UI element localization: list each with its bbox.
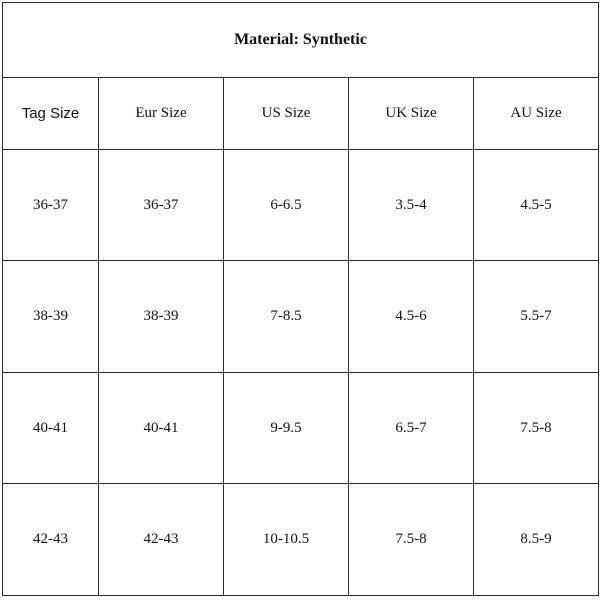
- cell-eur-size: 42-43: [99, 484, 224, 596]
- cell-au-size: 5.5-7: [474, 261, 599, 373]
- size-chart-table: [2, 2, 599, 596]
- cell-eur-size: 36-37: [99, 149, 224, 261]
- cell-uk-size: 4.5-6: [349, 261, 474, 373]
- cell-us-size: 7-8.5: [224, 261, 349, 373]
- header-tag-size: Tag Size: [3, 78, 99, 149]
- cell-tag-size: 42-43: [3, 484, 99, 596]
- cell-au-size: 4.5-5: [474, 149, 599, 261]
- cell-eur-size: 38-39: [99, 261, 224, 373]
- header-eur-size: Eur Size: [99, 78, 224, 149]
- table-row: [3, 149, 599, 261]
- table-row: [3, 484, 599, 596]
- header-au-size: AU Size: [474, 78, 599, 149]
- cell-us-size: 6-6.5: [224, 149, 349, 261]
- header-row: [3, 78, 599, 149]
- cell-au-size: 7.5-8: [474, 372, 599, 484]
- cell-tag-size: 38-39: [3, 261, 99, 373]
- cell-tag-size: 36-37: [3, 149, 99, 261]
- cell-eur-size: 40-41: [99, 372, 224, 484]
- header-uk-size: UK Size: [349, 78, 474, 149]
- cell-us-size: 9-9.5: [224, 372, 349, 484]
- cell-uk-size: 7.5-8: [349, 484, 474, 596]
- table-row: [3, 261, 599, 373]
- table-title: Material: Synthetic: [3, 3, 599, 78]
- cell-uk-size: 6.5-7: [349, 372, 474, 484]
- header-us-size: US Size: [224, 78, 349, 149]
- cell-tag-size: 40-41: [3, 372, 99, 484]
- cell-uk-size: 3.5-4: [349, 149, 474, 261]
- cell-au-size: 8.5-9: [474, 484, 599, 596]
- cell-us-size: 10-10.5: [224, 484, 349, 596]
- table-row: [3, 372, 599, 484]
